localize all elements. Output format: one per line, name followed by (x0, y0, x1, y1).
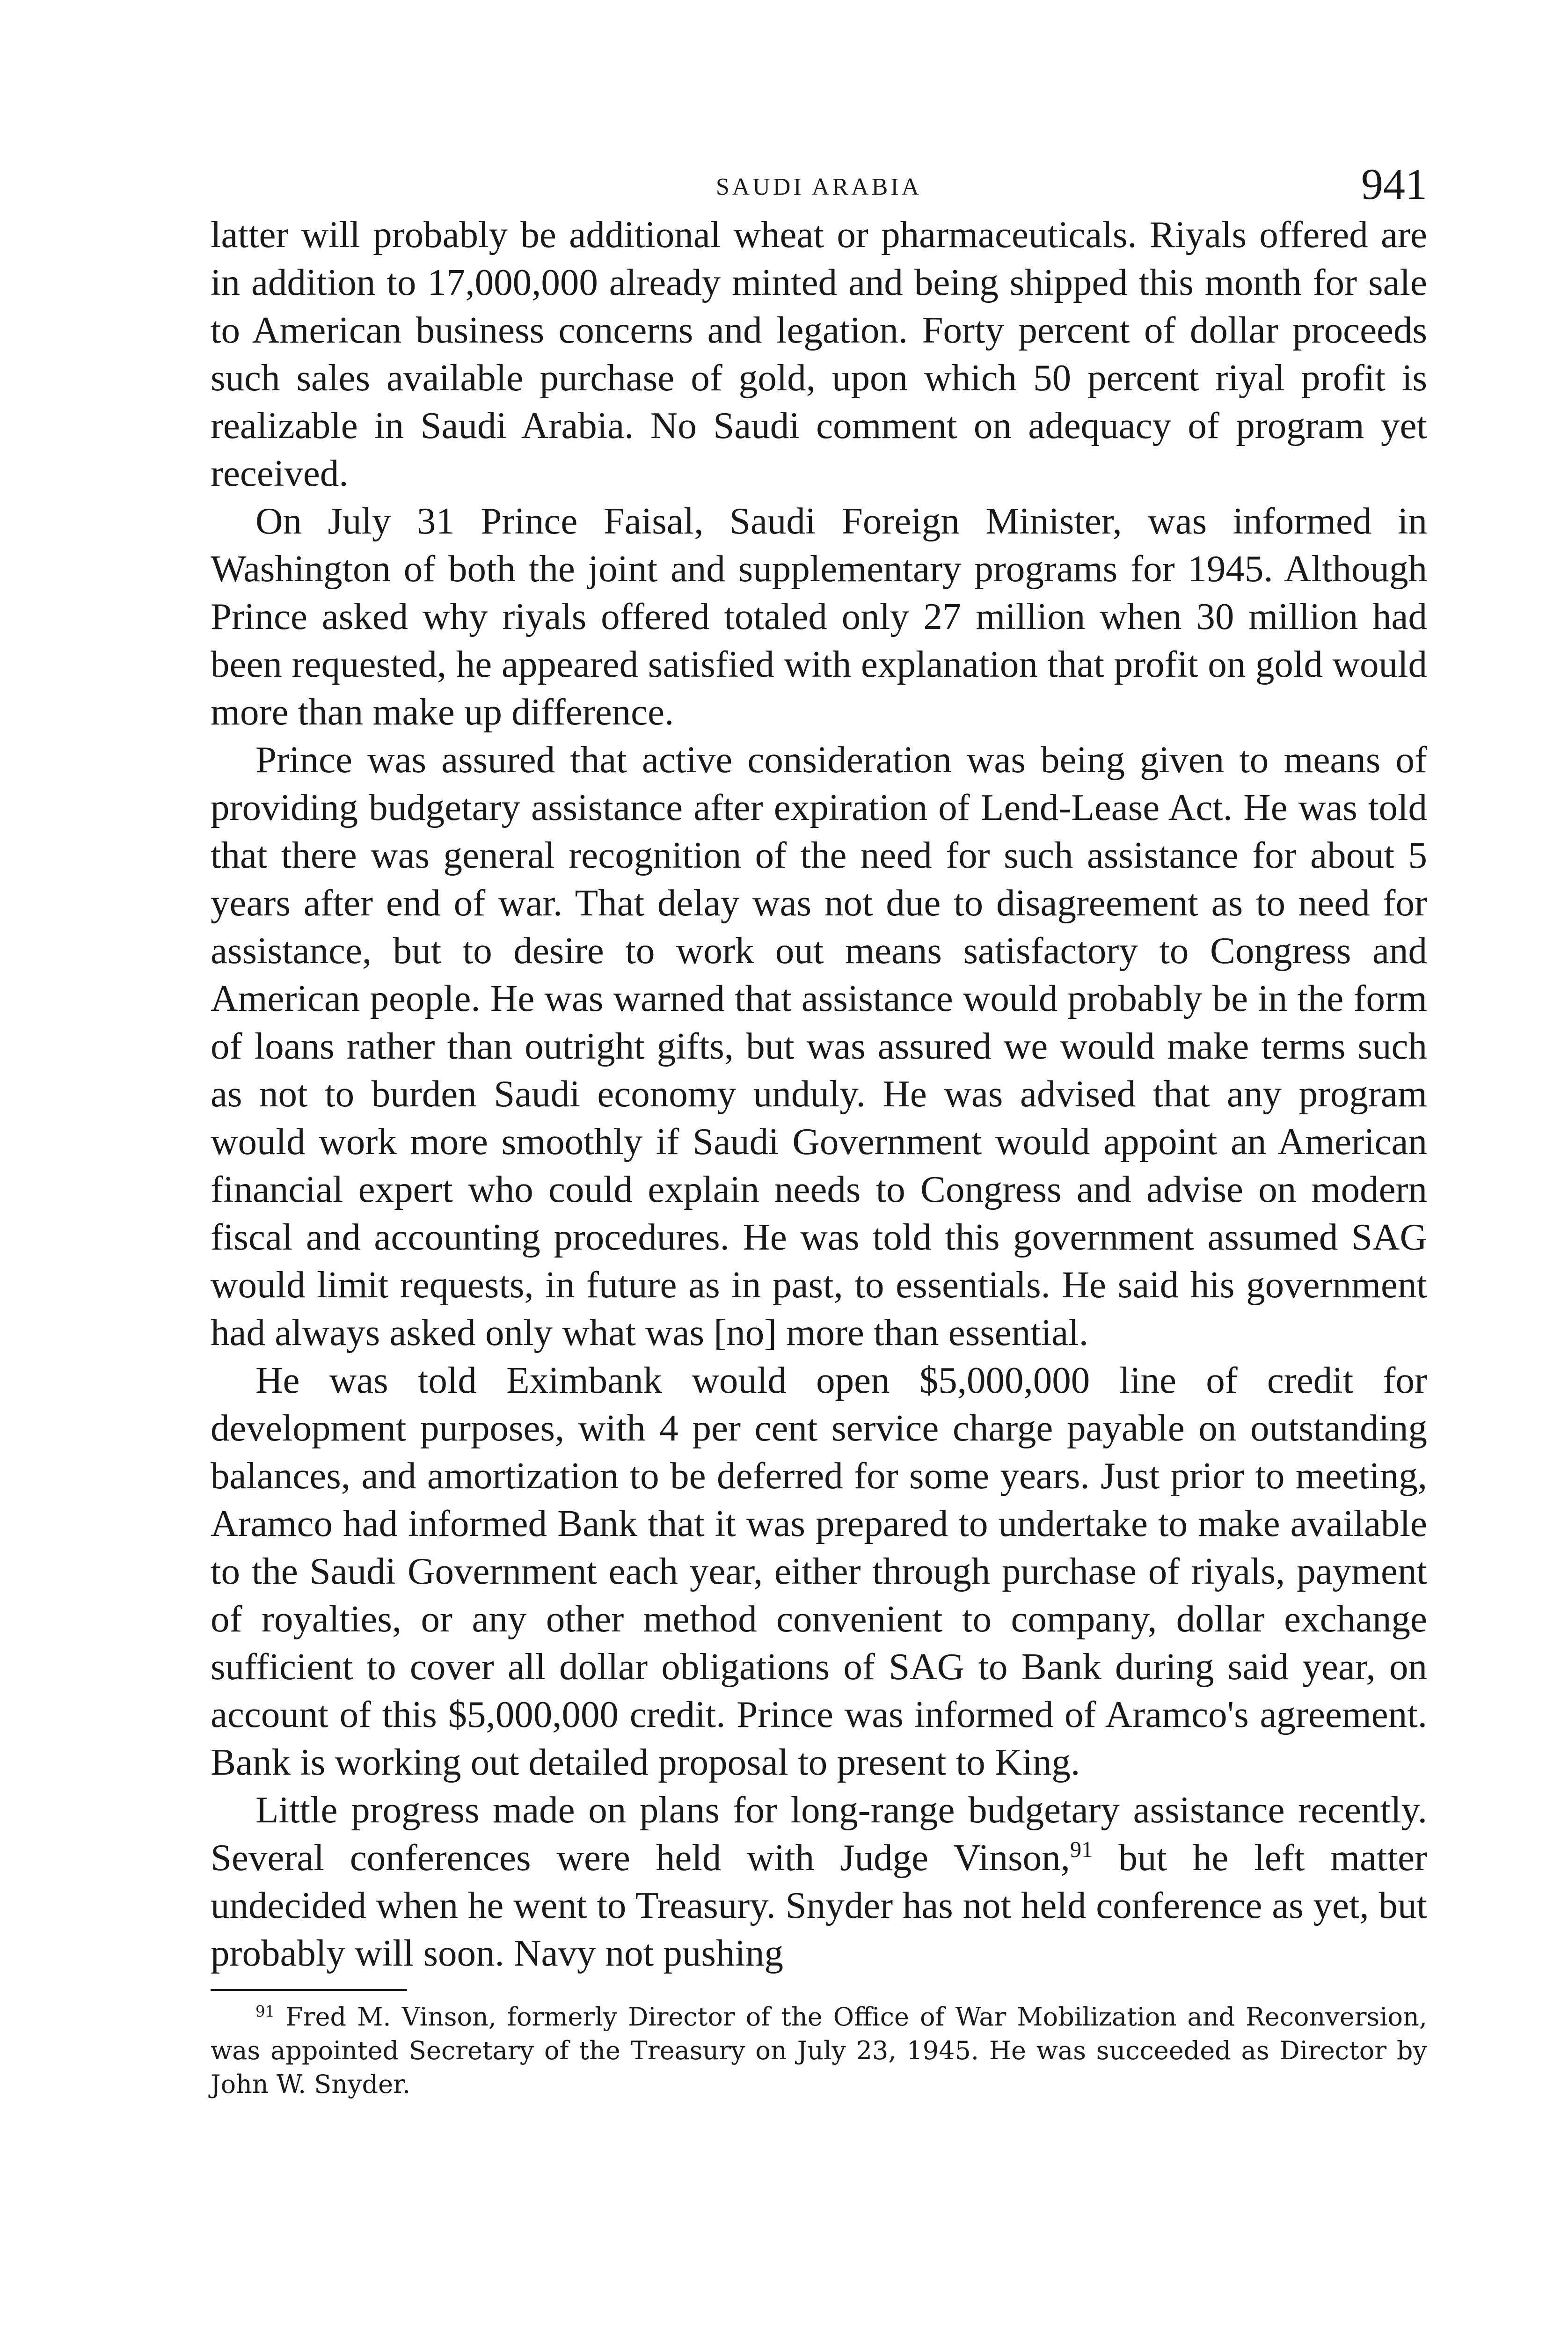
page-number: 941 (1361, 160, 1427, 209)
paragraph-2: On July 31 Prince Faisal, Saudi Foreign Minister, was informed in Washington of both the joint and supplementary programs for 1945. Although Prince asked why riyals offered totaled only 27 million when 30 million had been requested, he appeared satisfied with explanation that profit on gold would more than make up difference. (211, 500, 1427, 733)
body-text (211, 211, 1427, 1977)
page-header (211, 159, 1427, 211)
paragraph-4: He was told Eximbank would open $5,000,000 line of credit for development purposes, with 4 per cent service charge payable on outstanding balances, and amortization to be deferred for some years. Just prior to meeting, Aramco had informed Bank that it was prepared to undertake to make available to the Saudi Government each year, either through purchase of riyals, payment of royalties, or any other method convenient to company, dollar exchange sufficient to cover all dollar obligations of SAG to Bank during said year, on account of this $5,000,000 credit. Prince was informed of Aramco's agreement. Bank is working out detailed proposal to present to King. (211, 1359, 1427, 1783)
footnote-mark: 91 (255, 2003, 275, 2020)
footnote (211, 2000, 1427, 2101)
footnote-divider (211, 1989, 407, 1991)
paragraph-3: Prince was assured that active consideration was being given to means of providing budgetary assistance after expiration of Lend-Lease Act. He was told that there was general recognition of the need for such assistance for about 5 years after end of war. That delay was not due to disagreement as to need for assistance, but to desire to work out means satisfactory to Congress and American people. He was warned that assistance would probably be in the form of loans rather than outright gifts, but was assured we would make terms such as not to burden Saudi economy unduly. He was advised that any program would work more smoothly if Saudi Government would appoint an American financial expert who could explain needs to Congress and advise on modern fiscal and accounting procedures. He was told this government assumed SAG would limit requests, in future as in past, to essentials. He said his government had always asked only what was [no] more than essential. (211, 739, 1427, 1353)
paragraph-5-text-b: but he left matter undecided when he went to Treasury. Snyder has not held conference as yet, but probably will soon. Navy not pushing (211, 1836, 1428, 1974)
footnote-text: Fred M. Vinson, formerly Director of the Office of War Mobilization and Reconversion, was appointed Secretary of the Treasury on July 23, 1945. He was succeeded as Director by John W. Snyder. (211, 2002, 1427, 2099)
footnote-reference: 91 (1070, 1837, 1093, 1862)
paragraph-5 (211, 1786, 1427, 1977)
document-page (211, 159, 1427, 2101)
paragraph-1: latter will probably be additional wheat or pharmaceuticals. Riyals offered are in addition to 17,000,000 already minted and being shipped this month for sale to American business concerns and legation. Forty percent of dollar proceeds such sales available purchase of gold, upon which 50 percent riyal profit is realizable in Saudi Arabia. No Saudi comment on adequacy of program yet received. (211, 213, 1427, 494)
paragraph-5-text-a: Little progress made on plans for long-range budgetary assistance recently. Several conferences were held with Judge Vinson, (211, 1789, 1427, 1879)
running-head: SAUDI ARABIA (715, 174, 922, 200)
